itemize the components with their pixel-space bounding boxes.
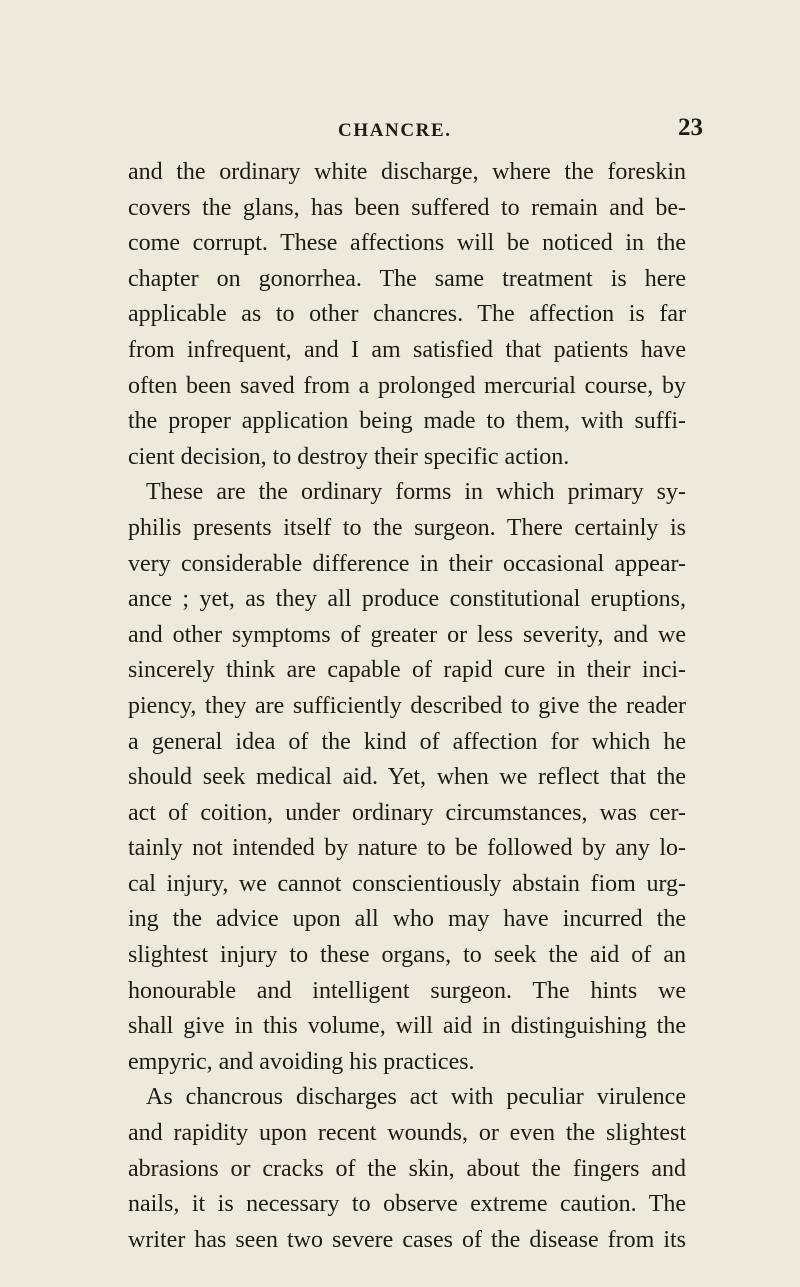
text-line: covers the glans, has been suffered to remain and be- xyxy=(128,194,686,221)
text-line: writer has seen two severe cases of the disease from its xyxy=(128,1226,686,1253)
text-line: and other symptoms of greater or less severity, and we xyxy=(128,621,686,648)
text-line: cient decision, to destroy their specific action. xyxy=(128,443,570,470)
text-line: honourable and intelligent surgeon. The hints we xyxy=(128,977,686,1004)
text-line: and rapidity upon recent wounds, or even the slightest xyxy=(128,1120,686,1147)
text-line: philis presents itself to the surgeon. There certainly is xyxy=(128,514,686,541)
text-line: very considerable difference in their occasional appear- xyxy=(128,550,686,577)
text-line: from infrequent, and I am satisfied that patients have xyxy=(128,336,686,363)
text-line: chapter on gonorrhea. The same treatment is here xyxy=(128,265,686,292)
text-line: sincerely think are capable of rapid cure in their inci- xyxy=(128,657,686,684)
text-line: abrasions or cracks of the skin, about the fingers and xyxy=(128,1155,686,1182)
text-line: applicable as to other chancres. The affection is far xyxy=(128,301,686,328)
text-line: the proper application being made to them, with suffi- xyxy=(128,408,686,435)
text-line: ance ; yet, as they all produce constitutional eruptions, xyxy=(128,586,686,613)
text-line: nails, it is necessary to observe extreme caution. The xyxy=(128,1191,686,1218)
text-line: slightest injury to these organs, to seek the aid of an xyxy=(128,942,686,969)
text-line: piency, they are sufficiently described to give the reader xyxy=(128,692,686,719)
text-line: ing the advice upon all who may have incurred the xyxy=(128,906,686,933)
text-line: a general idea of the kind of affection for which he xyxy=(128,728,686,755)
page-number: 23 xyxy=(678,114,703,141)
text-line: As chancrous discharges act with peculiar virulence xyxy=(146,1084,686,1111)
text-line: tainly not intended by nature to be followed by any lo- xyxy=(128,835,686,862)
text-line: These are the ordinary forms in which primary sy- xyxy=(146,479,686,506)
text-line: empyric, and avoiding his practices. xyxy=(128,1048,475,1075)
text-line: and the ordinary white discharge, where the foreskin xyxy=(128,159,686,185)
text-line: cal injury, we cannot conscientiously abstain fiom urg- xyxy=(128,870,686,897)
text-line: act of coition, under ordinary circumstances, was cer- xyxy=(128,799,686,826)
body-text xyxy=(128,155,686,1258)
text-line: often been saved from a prolonged mercurial course, by xyxy=(128,372,686,399)
running-head xyxy=(0,116,800,148)
text-line: should seek medical aid. Yet, when we reflect that the xyxy=(128,764,686,791)
text-line: shall give in this volume, will aid in distinguishing the xyxy=(128,1013,686,1040)
text-line: come corrupt. These affections will be noticed in the xyxy=(128,230,686,257)
chapter-running-title: CHANCRE. xyxy=(338,120,452,141)
